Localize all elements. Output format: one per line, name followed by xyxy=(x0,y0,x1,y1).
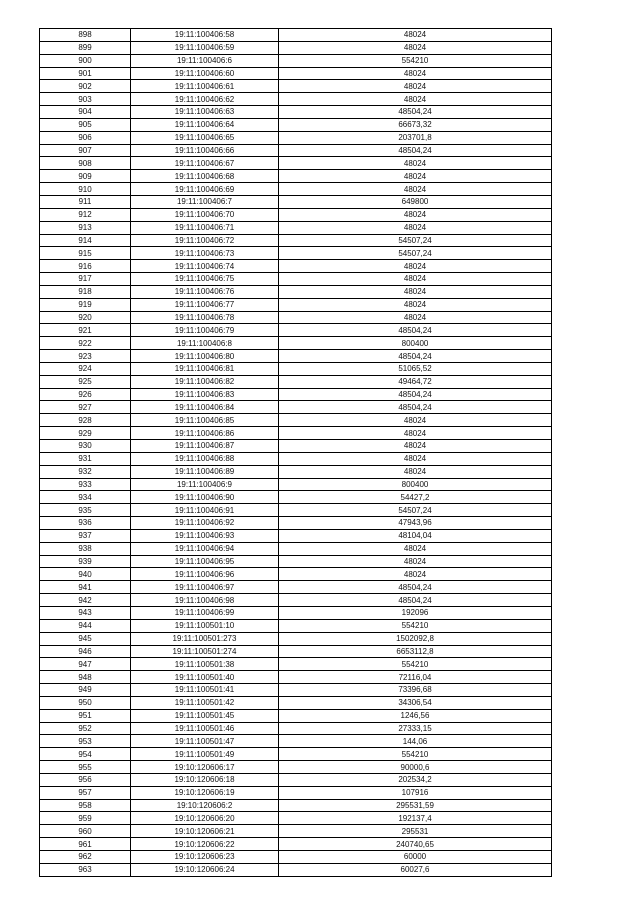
row-number-cell: 932 xyxy=(40,465,131,478)
cadastral-value-cell: 48024 xyxy=(279,157,552,170)
cadastral-number-cell: 19:11:100406:61 xyxy=(131,80,279,93)
table-row xyxy=(40,337,552,350)
cadastral-number-cell: 19:11:100406:98 xyxy=(131,594,279,607)
cadastral-value-cell: 48024 xyxy=(279,427,552,440)
row-number-cell: 958 xyxy=(40,799,131,812)
row-number-cell: 951 xyxy=(40,709,131,722)
cadastral-number-cell: 19:11:100501:10 xyxy=(131,619,279,632)
cadastral-number-cell: 19:11:100406:79 xyxy=(131,324,279,337)
table-row xyxy=(40,388,552,401)
cadastral-number-cell: 19:11:100406:68 xyxy=(131,170,279,183)
cadastral-value-cell: 48024 xyxy=(279,273,552,286)
row-number-cell: 911 xyxy=(40,195,131,208)
cadastral-number-cell: 19:11:100501:45 xyxy=(131,709,279,722)
cadastral-value-cell: 649800 xyxy=(279,195,552,208)
row-number-cell: 956 xyxy=(40,773,131,786)
cadastral-number-cell: 19:11:100406:92 xyxy=(131,517,279,530)
row-number-cell: 906 xyxy=(40,131,131,144)
table-row xyxy=(40,568,552,581)
cadastral-value-cell: 48504,24 xyxy=(279,594,552,607)
row-number-cell: 942 xyxy=(40,594,131,607)
row-number-cell: 953 xyxy=(40,735,131,748)
cadastral-number-cell: 19:10:120606:17 xyxy=(131,761,279,774)
table-row xyxy=(40,773,552,786)
cadastral-value-cell: 48024 xyxy=(279,555,552,568)
row-number-cell: 927 xyxy=(40,401,131,414)
cadastral-value-cell: 554210 xyxy=(279,658,552,671)
cadastral-value-cell: 554210 xyxy=(279,54,552,67)
cadastral-number-cell: 19:11:100406:83 xyxy=(131,388,279,401)
cadastral-number-cell: 19:11:100406:90 xyxy=(131,491,279,504)
row-number-cell: 930 xyxy=(40,440,131,453)
cadastral-number-cell: 19:11:100406:88 xyxy=(131,452,279,465)
cadastral-number-cell: 19:11:100406:87 xyxy=(131,440,279,453)
cadastral-number-cell: 19:11:100406:59 xyxy=(131,41,279,54)
cadastral-number-cell: 19:10:120606:18 xyxy=(131,773,279,786)
cadastral-value-cell: 1502092,8 xyxy=(279,632,552,645)
table-row xyxy=(40,41,552,54)
cadastral-value-cell: 48504,24 xyxy=(279,106,552,119)
row-number-cell: 925 xyxy=(40,375,131,388)
cadastral-value-cell: 48024 xyxy=(279,67,552,80)
row-number-cell: 940 xyxy=(40,568,131,581)
cadastral-value-cell: 51065,52 xyxy=(279,362,552,375)
row-number-cell: 931 xyxy=(40,452,131,465)
table-row xyxy=(40,401,552,414)
table-row xyxy=(40,671,552,684)
row-number-cell: 909 xyxy=(40,170,131,183)
cadastral-number-cell: 19:11:100501:42 xyxy=(131,696,279,709)
row-number-cell: 954 xyxy=(40,748,131,761)
cadastral-number-cell: 19:11:100501:273 xyxy=(131,632,279,645)
cadastral-value-cell: 48024 xyxy=(279,208,552,221)
cadastral-value-cell: 192137,4 xyxy=(279,812,552,825)
row-number-cell: 961 xyxy=(40,838,131,851)
cadastral-value-cell: 800400 xyxy=(279,478,552,491)
cadastral-value-cell: 48024 xyxy=(279,311,552,324)
table-row xyxy=(40,491,552,504)
table-row xyxy=(40,812,552,825)
table-row xyxy=(40,67,552,80)
cadastral-value-cell: 48024 xyxy=(279,452,552,465)
table-row xyxy=(40,542,552,555)
cadastral-number-cell: 19:11:100406:70 xyxy=(131,208,279,221)
table-row xyxy=(40,311,552,324)
cadastral-value-cell: 192096 xyxy=(279,606,552,619)
cadastral-value-cell: 48504,24 xyxy=(279,581,552,594)
table-row xyxy=(40,555,552,568)
table-row xyxy=(40,761,552,774)
table-row xyxy=(40,696,552,709)
row-number-cell: 902 xyxy=(40,80,131,93)
row-number-cell: 950 xyxy=(40,696,131,709)
table-row xyxy=(40,106,552,119)
table-row xyxy=(40,838,552,851)
cadastral-number-cell: 19:10:120606:19 xyxy=(131,786,279,799)
cadastral-number-cell: 19:10:120606:21 xyxy=(131,825,279,838)
table-row xyxy=(40,273,552,286)
table-row xyxy=(40,170,552,183)
cadastral-value-cell: 73396,68 xyxy=(279,684,552,697)
row-number-cell: 905 xyxy=(40,118,131,131)
cadastral-value-cell: 295531 xyxy=(279,825,552,838)
cadastral-number-cell: 19:11:100406:69 xyxy=(131,183,279,196)
table-row xyxy=(40,350,552,363)
cadastral-value-cell: 240740,65 xyxy=(279,838,552,851)
row-number-cell: 901 xyxy=(40,67,131,80)
row-number-cell: 936 xyxy=(40,517,131,530)
cadastral-value-cell: 48024 xyxy=(279,80,552,93)
cadastral-number-cell: 19:11:100501:38 xyxy=(131,658,279,671)
cadastral-value-cell: 203701,8 xyxy=(279,131,552,144)
cadastral-value-cell: 48024 xyxy=(279,440,552,453)
row-number-cell: 922 xyxy=(40,337,131,350)
cadastral-number-cell: 19:11:100406:72 xyxy=(131,234,279,247)
cadastral-value-cell: 800400 xyxy=(279,337,552,350)
document-page xyxy=(39,28,551,877)
cadastral-value-cell: 202534,2 xyxy=(279,773,552,786)
cadastral-number-cell: 19:11:100501:47 xyxy=(131,735,279,748)
cadastral-value-cell: 48024 xyxy=(279,183,552,196)
cadastral-number-cell: 19:11:100406:7 xyxy=(131,195,279,208)
cadastral-value-cell: 48024 xyxy=(279,29,552,42)
table-row xyxy=(40,619,552,632)
row-number-cell: 910 xyxy=(40,183,131,196)
cadastral-number-cell: 19:11:100501:49 xyxy=(131,748,279,761)
table-body xyxy=(40,29,552,877)
cadastral-number-cell: 19:10:120606:24 xyxy=(131,863,279,876)
cadastral-number-cell: 19:11:100406:67 xyxy=(131,157,279,170)
cadastral-value-cell: 72116,04 xyxy=(279,671,552,684)
table-row xyxy=(40,478,552,491)
row-number-cell: 945 xyxy=(40,632,131,645)
cadastral-value-cell: 144,06 xyxy=(279,735,552,748)
cadastral-number-cell: 19:11:100406:8 xyxy=(131,337,279,350)
cadastral-number-cell: 19:11:100406:64 xyxy=(131,118,279,131)
table-row xyxy=(40,195,552,208)
cadastral-number-cell: 19:11:100406:80 xyxy=(131,350,279,363)
cadastral-number-cell: 19:11:100406:75 xyxy=(131,273,279,286)
cadastral-number-cell: 19:11:100406:71 xyxy=(131,221,279,234)
table-row xyxy=(40,735,552,748)
cadastral-number-cell: 19:11:100406:94 xyxy=(131,542,279,555)
cadastral-value-cell: 54427,2 xyxy=(279,491,552,504)
cadastral-number-cell: 19:11:100406:84 xyxy=(131,401,279,414)
cadastral-number-cell: 19:11:100406:60 xyxy=(131,67,279,80)
row-number-cell: 960 xyxy=(40,825,131,838)
cadastral-value-cell: 60027,6 xyxy=(279,863,552,876)
table-row xyxy=(40,440,552,453)
table-row xyxy=(40,722,552,735)
row-number-cell: 933 xyxy=(40,478,131,491)
cadastral-value-cell: 54507,24 xyxy=(279,247,552,260)
cadastral-number-cell: 19:11:100406:76 xyxy=(131,285,279,298)
row-number-cell: 943 xyxy=(40,606,131,619)
row-number-cell: 939 xyxy=(40,555,131,568)
cadastral-value-table xyxy=(39,28,552,877)
row-number-cell: 926 xyxy=(40,388,131,401)
cadastral-number-cell: 19:11:100406:65 xyxy=(131,131,279,144)
table-row xyxy=(40,118,552,131)
table-row xyxy=(40,260,552,273)
table-row xyxy=(40,414,552,427)
table-row xyxy=(40,54,552,67)
row-number-cell: 948 xyxy=(40,671,131,684)
cadastral-value-cell: 48504,24 xyxy=(279,401,552,414)
row-number-cell: 900 xyxy=(40,54,131,67)
table-row xyxy=(40,504,552,517)
cadastral-number-cell: 19:11:100406:96 xyxy=(131,568,279,581)
cadastral-value-cell: 48024 xyxy=(279,568,552,581)
cadastral-number-cell: 19:11:100406:93 xyxy=(131,529,279,542)
cadastral-number-cell: 19:11:100406:63 xyxy=(131,106,279,119)
row-number-cell: 921 xyxy=(40,324,131,337)
row-number-cell: 937 xyxy=(40,529,131,542)
row-number-cell: 899 xyxy=(40,41,131,54)
row-number-cell: 928 xyxy=(40,414,131,427)
row-number-cell: 915 xyxy=(40,247,131,260)
cadastral-number-cell: 19:11:100406:58 xyxy=(131,29,279,42)
cadastral-value-cell: 27333,15 xyxy=(279,722,552,735)
row-number-cell: 938 xyxy=(40,542,131,555)
cadastral-number-cell: 19:11:100406:77 xyxy=(131,298,279,311)
row-number-cell: 941 xyxy=(40,581,131,594)
cadastral-value-cell: 48504,24 xyxy=(279,144,552,157)
row-number-cell: 912 xyxy=(40,208,131,221)
cadastral-number-cell: 19:10:120606:2 xyxy=(131,799,279,812)
row-number-cell: 916 xyxy=(40,260,131,273)
cadastral-number-cell: 19:11:100406:81 xyxy=(131,362,279,375)
row-number-cell: 903 xyxy=(40,93,131,106)
row-number-cell: 924 xyxy=(40,362,131,375)
cadastral-value-cell: 48504,24 xyxy=(279,324,552,337)
row-number-cell: 959 xyxy=(40,812,131,825)
row-number-cell: 963 xyxy=(40,863,131,876)
table-row xyxy=(40,234,552,247)
cadastral-value-cell: 48024 xyxy=(279,542,552,555)
cadastral-number-cell: 19:11:100406:78 xyxy=(131,311,279,324)
cadastral-number-cell: 19:11:100406:85 xyxy=(131,414,279,427)
table-row xyxy=(40,427,552,440)
cadastral-value-cell: 48024 xyxy=(279,41,552,54)
cadastral-value-cell: 1246,56 xyxy=(279,709,552,722)
row-number-cell: 907 xyxy=(40,144,131,157)
table-row xyxy=(40,594,552,607)
table-row xyxy=(40,684,552,697)
cadastral-number-cell: 19:11:100406:89 xyxy=(131,465,279,478)
table-row xyxy=(40,131,552,144)
cadastral-number-cell: 19:11:100406:97 xyxy=(131,581,279,594)
cadastral-value-cell: 49464,72 xyxy=(279,375,552,388)
cadastral-value-cell: 34306,54 xyxy=(279,696,552,709)
table-row xyxy=(40,581,552,594)
row-number-cell: 923 xyxy=(40,350,131,363)
table-row xyxy=(40,658,552,671)
cadastral-value-cell: 48024 xyxy=(279,221,552,234)
row-number-cell: 955 xyxy=(40,761,131,774)
cadastral-value-cell: 48504,24 xyxy=(279,350,552,363)
table-row xyxy=(40,285,552,298)
cadastral-number-cell: 19:11:100501:40 xyxy=(131,671,279,684)
table-row xyxy=(40,632,552,645)
row-number-cell: 946 xyxy=(40,645,131,658)
table-row xyxy=(40,247,552,260)
cadastral-value-cell: 48024 xyxy=(279,465,552,478)
cadastral-value-cell: 48104,04 xyxy=(279,529,552,542)
cadastral-number-cell: 19:11:100501:46 xyxy=(131,722,279,735)
table-row xyxy=(40,298,552,311)
row-number-cell: 944 xyxy=(40,619,131,632)
table-row xyxy=(40,144,552,157)
row-number-cell: 935 xyxy=(40,504,131,517)
table-row xyxy=(40,29,552,42)
cadastral-number-cell: 19:11:100406:99 xyxy=(131,606,279,619)
cadastral-value-cell: 66673,32 xyxy=(279,118,552,131)
cadastral-number-cell: 19:11:100406:74 xyxy=(131,260,279,273)
table-row xyxy=(40,748,552,761)
table-row xyxy=(40,786,552,799)
cadastral-value-cell: 47943,96 xyxy=(279,517,552,530)
table-row xyxy=(40,645,552,658)
table-row xyxy=(40,80,552,93)
cadastral-value-cell: 48024 xyxy=(279,414,552,427)
table-row xyxy=(40,517,552,530)
row-number-cell: 934 xyxy=(40,491,131,504)
cadastral-value-cell: 48024 xyxy=(279,170,552,183)
table-row xyxy=(40,157,552,170)
row-number-cell: 949 xyxy=(40,684,131,697)
cadastral-value-cell: 48024 xyxy=(279,260,552,273)
cadastral-number-cell: 19:11:100406:66 xyxy=(131,144,279,157)
cadastral-value-cell: 60000 xyxy=(279,851,552,864)
cadastral-number-cell: 19:10:120606:23 xyxy=(131,851,279,864)
table-row xyxy=(40,93,552,106)
cadastral-value-cell: 107916 xyxy=(279,786,552,799)
cadastral-value-cell: 48024 xyxy=(279,285,552,298)
cadastral-value-cell: 54507,24 xyxy=(279,504,552,517)
table-row xyxy=(40,208,552,221)
table-row xyxy=(40,362,552,375)
cadastral-value-cell: 554210 xyxy=(279,748,552,761)
cadastral-number-cell: 19:11:100501:274 xyxy=(131,645,279,658)
row-number-cell: 952 xyxy=(40,722,131,735)
table-row xyxy=(40,324,552,337)
cadastral-number-cell: 19:11:100406:9 xyxy=(131,478,279,491)
cadastral-value-cell: 48024 xyxy=(279,93,552,106)
row-number-cell: 898 xyxy=(40,29,131,42)
table-row xyxy=(40,452,552,465)
cadastral-number-cell: 19:11:100406:95 xyxy=(131,555,279,568)
cadastral-value-cell: 48024 xyxy=(279,298,552,311)
cadastral-number-cell: 19:11:100406:73 xyxy=(131,247,279,260)
table-row xyxy=(40,465,552,478)
table-row xyxy=(40,825,552,838)
table-row xyxy=(40,709,552,722)
cadastral-value-cell: 90000,6 xyxy=(279,761,552,774)
table-row xyxy=(40,799,552,812)
cadastral-number-cell: 19:11:100501:41 xyxy=(131,684,279,697)
cadastral-number-cell: 19:11:100406:91 xyxy=(131,504,279,517)
row-number-cell: 914 xyxy=(40,234,131,247)
row-number-cell: 957 xyxy=(40,786,131,799)
cadastral-number-cell: 19:11:100406:6 xyxy=(131,54,279,67)
cadastral-number-cell: 19:10:120606:22 xyxy=(131,838,279,851)
cadastral-value-cell: 6653112,8 xyxy=(279,645,552,658)
cadastral-value-cell: 295531,59 xyxy=(279,799,552,812)
table-row xyxy=(40,375,552,388)
cadastral-number-cell: 19:10:120606:20 xyxy=(131,812,279,825)
row-number-cell: 947 xyxy=(40,658,131,671)
row-number-cell: 920 xyxy=(40,311,131,324)
row-number-cell: 904 xyxy=(40,106,131,119)
cadastral-value-cell: 554210 xyxy=(279,619,552,632)
table-row xyxy=(40,863,552,876)
row-number-cell: 917 xyxy=(40,273,131,286)
row-number-cell: 962 xyxy=(40,851,131,864)
row-number-cell: 929 xyxy=(40,427,131,440)
row-number-cell: 913 xyxy=(40,221,131,234)
table-row xyxy=(40,851,552,864)
row-number-cell: 908 xyxy=(40,157,131,170)
table-row xyxy=(40,529,552,542)
table-row xyxy=(40,183,552,196)
cadastral-number-cell: 19:11:100406:86 xyxy=(131,427,279,440)
cadastral-value-cell: 54507,24 xyxy=(279,234,552,247)
row-number-cell: 918 xyxy=(40,285,131,298)
row-number-cell: 919 xyxy=(40,298,131,311)
cadastral-value-cell: 48504,24 xyxy=(279,388,552,401)
cadastral-number-cell: 19:11:100406:82 xyxy=(131,375,279,388)
table-row xyxy=(40,606,552,619)
table-row xyxy=(40,221,552,234)
cadastral-number-cell: 19:11:100406:62 xyxy=(131,93,279,106)
